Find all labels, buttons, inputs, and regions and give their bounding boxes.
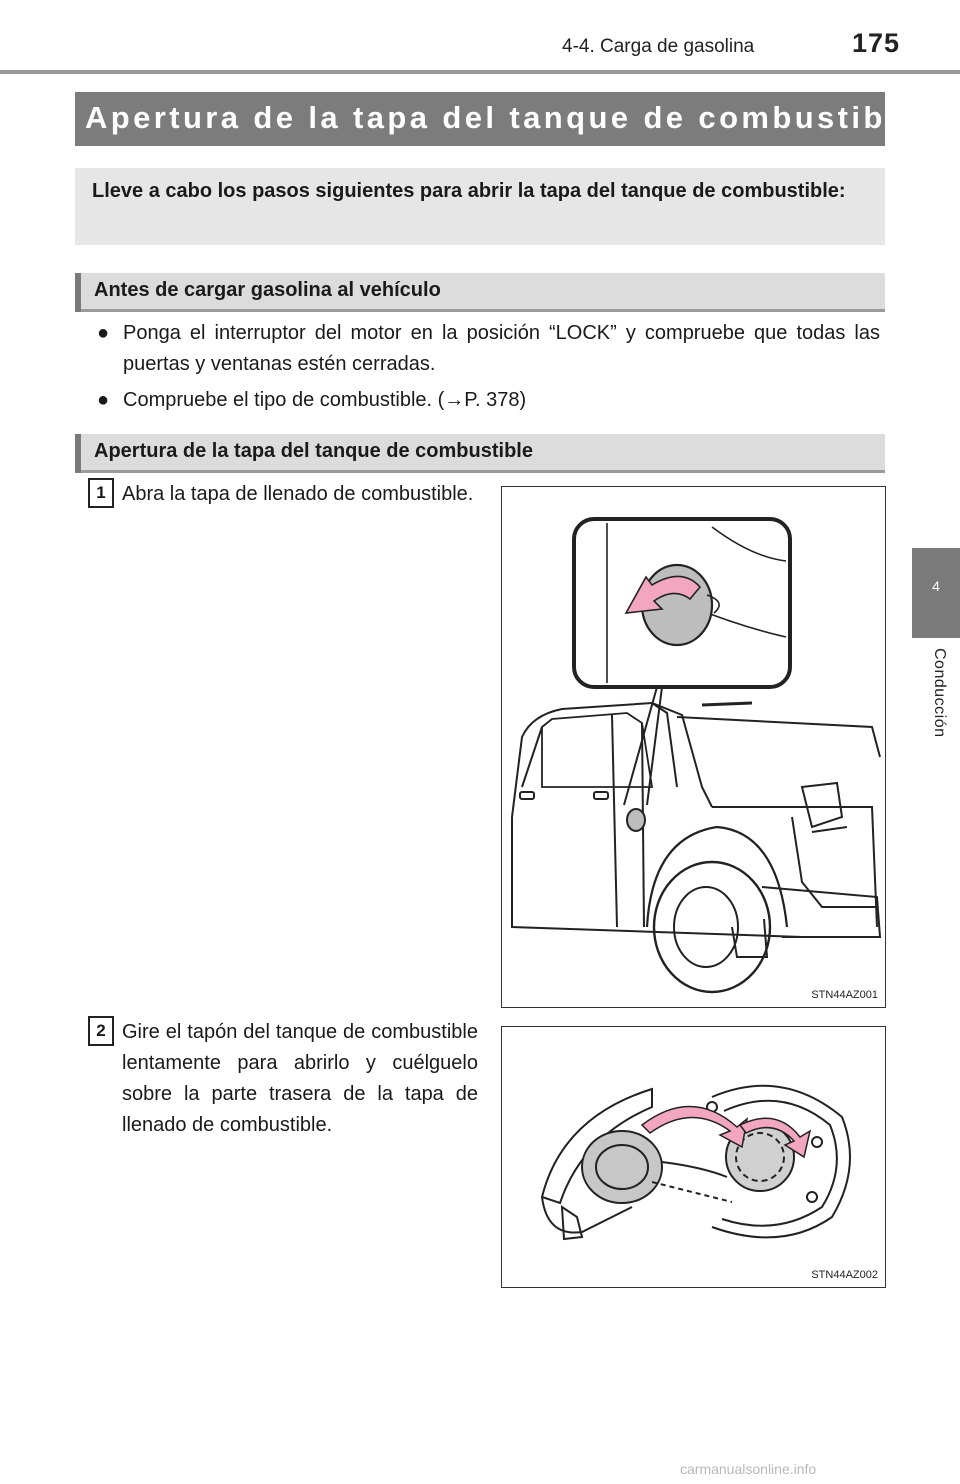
page-number: 175 [852,28,901,58]
bullet-dot: ● [97,389,110,411]
figure-code: STN44AZ002 [811,1269,878,1281]
truck-illustration [502,487,885,1007]
page-title: Apertura de la tapa del tanque de combustible [85,100,919,135]
header-rule [0,70,960,74]
page-title-bar [75,92,919,146]
bullet-dot: ● [97,322,110,344]
figure-fuel-cap-removal [501,1026,886,1288]
watermark: carmanualsonline.info [680,1461,817,1477]
intro-text: Lleve a cabo los pasos siguientes para abrir la tapa del tanque de combustible: [92,180,846,202]
subheading-text: Apertura de la tapa del tanque de combustible [94,440,533,462]
figure-truck-fuel-door [501,486,886,1008]
bullet-text: Ponga el interruptor del motor en la posición “LOCK” y compruebe que todas las puertas y ventanas estén cerradas. [123,322,880,375]
subheading-text: Antes de cargar gasolina al vehículo [94,279,441,301]
running-header-section: 4-4. Carga de gasolina [562,36,755,57]
bullet-item [97,385,882,416]
step-text: Abra la tapa de llenado de combustible. [122,483,474,505]
intro-box [75,168,885,245]
chapter-tab-number: 4 [932,578,940,594]
step-number-badge: 2 [88,1016,114,1046]
bullet-text: Compruebe el tipo de combustible. (→P. 378) [123,389,527,411]
subheading-before-refueling [75,273,885,312]
fuel-cap-illustration [502,1027,885,1287]
chapter-tab-label: Conducción [931,648,948,738]
bullet-item [97,318,882,380]
figure-code: STN44AZ001 [811,989,878,1001]
subheading-opening-fuel-cap [75,434,885,473]
chapter-tab[interactable] [912,548,960,638]
step-text: Gire el tapón del tanque de combustible lentamente para abrirlo y cuélguelo sobre la parte trasera de la tapa de llenado de combustible. [122,1021,478,1136]
step-number-badge: 1 [88,478,114,508]
